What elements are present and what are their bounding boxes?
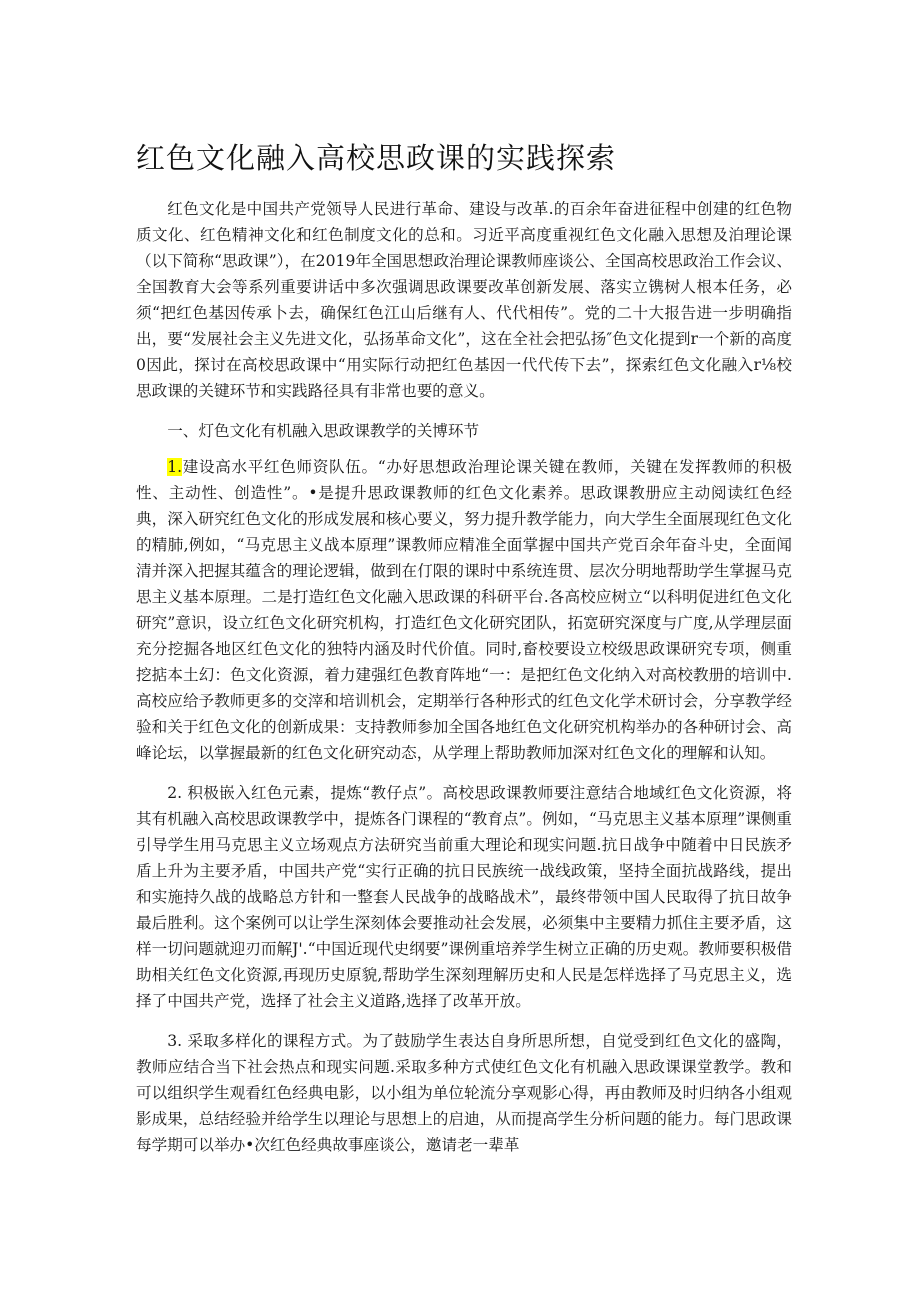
paragraph-2: 2. 积极嵌入红色元素，提炼“教仔点”。高校思政课教师要注意结合地域红色文化资源，将其有机融入高校思政课教学中，提炼各门课程的“教育点”。例如，“马克思主义基本原理”课侧重引导学生用马克思主义立场观点方法研究当前重大理论和现实问题.抗日战争中随着中日民族矛盾上升为主要矛盾，中国共产党“实行正确的抗日民族统一战线政策，坚持全面抗战路线，提出和实施持久战的战略总方针和一整套人民战争的战略战术”，最终带领中国人民取得了抗日故争最后胜利。这个案例可以让学生深刻体会要推动社会发展，必须集中主要精力抓住主要矛盾，这样一切问题就迎刃而解J'.“中国近现代史纲要”课例重培养学生树立正确的历史观。教师要积极借助相关红色文化资源,再现历史原貌,帮助学生深刻理解历史和人民是怎样选择了马克思主义，选择了中国共产党，选择了社会主义道路,选择了改革开放。 [136,784,792,1010]
intro-paragraph: 红色文化是中国共产党领导人民进行革命、建设与改革.的百余年奋进征程中创建的红色物质文化、红色精神文化和红色制度文化的总和。习近平高度重视红色文化融入思想及泊理论课（以下简称“思政课”），在2019年全国思想政治理论课教师座谈公、全国高校思政治工作会议、全国教育大会等系列重要讲话中多次强调思政课要改革创新发展、落实立镌树人根本任务，必须“把红色基因传承卜去，确保红色江山后继有人、代代相传”。党的二十大报告进一步明确指出，要“发展社会主义先进文化，弘扬革命文化”，这在全社会把弘扬″色文化提到r一个新的高度0因此，探讨在高校思政课中“用实际行动把红色基因一代代传下去”，探索红色文化融入r⅛校思政课的关键环节和实践路径具有非常也要的意义。 [136,200,792,400]
document-title: 红色文化融入高校思政课的实践探索 [136,141,617,175]
paragraph-1 [136,454,792,766]
paragraph-1-text: 建设高水平红色师资队伍。“办好思想政治理论课关键在教师，关键在发挥教师的积极性、主动性、创造性”。•是提升思政课教师的红色文化素养。思政课教册应主动阅读红色经典，深入研究红色文化的形成发展和核心要义，努力提升教学能力，向大学生全面展现红色文化的精肺,例如，“马克思主义战本原理”课教师应精准全面掌握中国共产党百余年奋斗史，全面闻清并深入把握其蕴含的理论逻辑，做到在仃限的课时中系统连贯、层次分明地帮助学生掌握马克思主义基本原理。二是打造红色文化融入思政课的科研平台.各高校应树立“以科明促进红色文化研究”意识，设立红色文化研究机构，打造红色文化研究团队，拓宽研究深度与广度,从学理层面充分挖掘各地区红色文化的独特内涵及时代价值。同时,畜校要设立校级思政课研究专项，侧重挖掂本土幻：色文化资源，着力建强红色教育阵地“一：是把红色文化纳入对高校教册的培训中.高校应给予教师更多的交滓和培训机会，定期举行各种形式的红色文化学术研讨会，分享教学经验和关于红色文化的创新成果：支持教师参加全国各地红色文化研究机构举办的各种研讨会、高峰论坛，以掌握最新的红色文化研究动态，从学理上帮助教师加深对红色文化的理解和认知。 [136,458,792,762]
section-heading-1: 一、灯色文化有机融入思政课教学的关博环节 [167,422,480,440]
paragraph-3: 3. 采取多样化的课程方式。为了鼓励学生表达自身所思所想，自觉受到红色文化的盛陶，教师应结合当下社会热点和现实问题.采取多种方式使红色文化有机融入思政课课堂教学。教和可以组织学生观看红色经典电影，以小组为单位轮流分享观影心得，再由教师及时归纳各小组观影成果，总结经验并给学生以理论与思想上的启迪，从而提高学生分析问题的能力。每门思政课每学期可以举办•次红色经典故事座谈公，邀请老一辈革 [136,1032,792,1154]
document-page [136,138,792,1172]
highlighted-item-number: 1. [167,458,183,476]
